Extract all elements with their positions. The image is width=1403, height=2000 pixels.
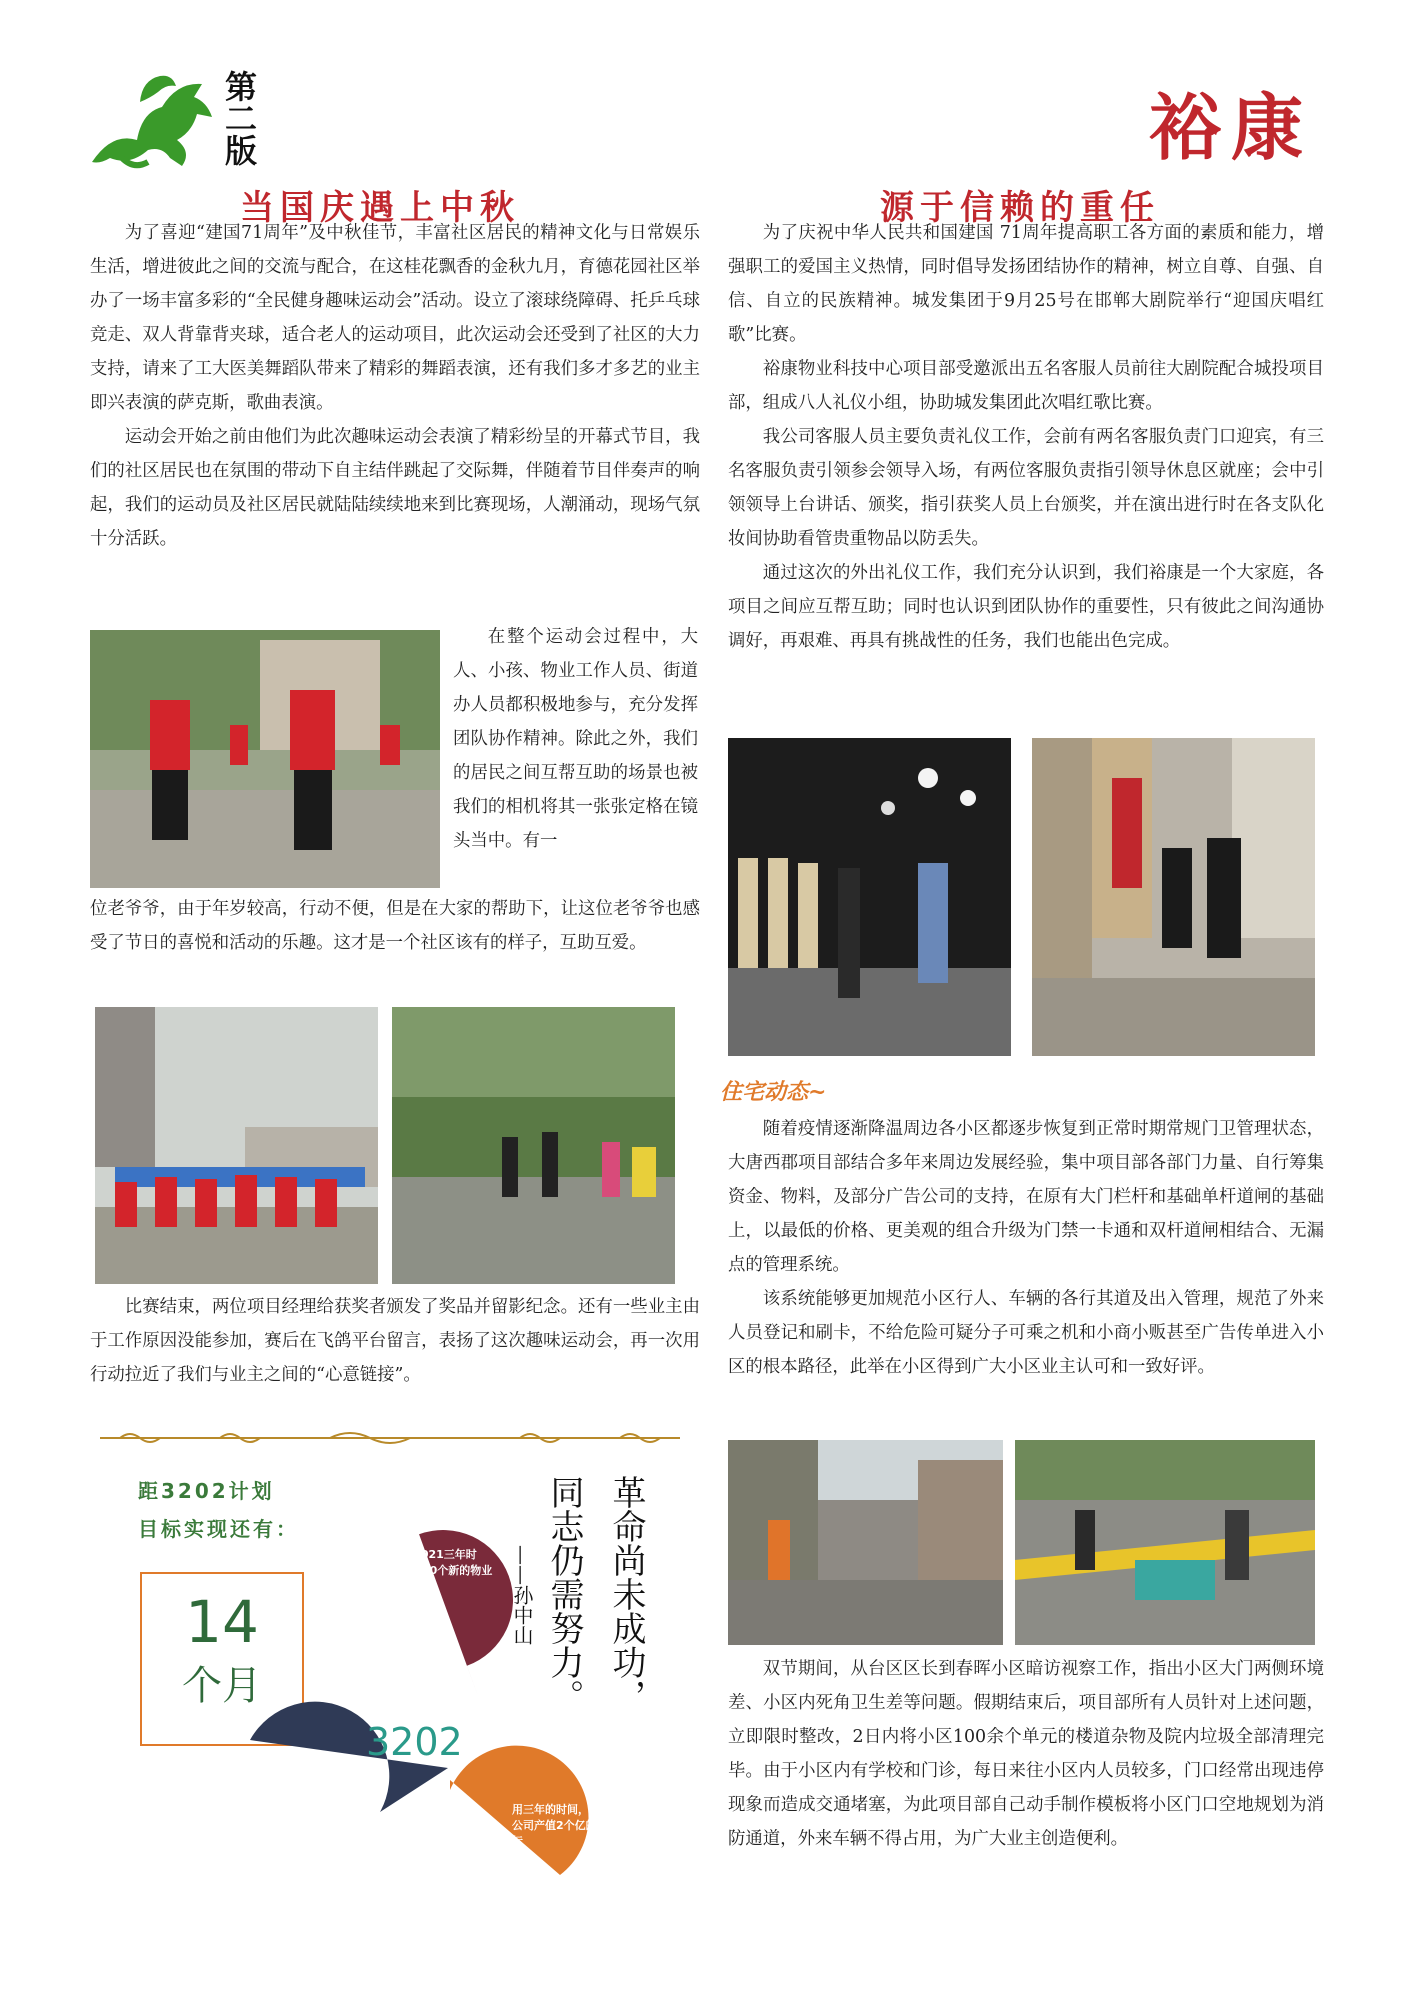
left-article-title: 当国庆遇上中秋 [240,188,520,228]
paragraph: 通过这次的外出礼仪工作，我们充分认识到，我们裕康是一个大家庭，各项目之间应互帮互助；同时也认识到团队协作的重要性，只有彼此之间沟通协调好，再艰难、再具有挑战性的任务，我们也能出色完成。 [728,563,1324,651]
plan-unit: 个月 [182,1663,262,1709]
paragraph: 在整个运动会过程中，大人、小孩、物业工作人员、街道办人员都积极地参与，充分发挥团队协作精神。除此之外，我们的居民之间互帮互助的场景也被我们的相机将其一张张定格在镜头当中。有一 [453,627,698,851]
plan-count: 14 [185,1588,259,1656]
quote-author: ——孙中山 [510,1545,534,1645]
paragraph: 运动会开始之前由他们为此次趣味运动会表演了精彩纷呈的开幕式节目，我们的社区居民也在氛围的带动下自主结伴跳起了交际舞，伴随着节目伴奏声的响起，我们的运动员及社区居民就陆陆续续地来到比赛现场，人潮涌动，现场气氛十分活跃。 [90,427,700,549]
section-title-residential: 住宅动态~ [720,1079,827,1105]
quote-col-2: 同志仍需努力。 [544,1475,584,1713]
plan-pin-1-text: 2019-2021三年时间，签约20个新的物业服务项目 [378,1548,493,1593]
paragraph: 双节期间，从台区区长到春晖小区暗访视察工作，指出小区大门两侧环境差、小区内死角卫生差等问题。假期结束后，项目部所有人员针对上述问题，立即限时整改，2日内将小区100余个单元的楼道杂物及院内垃圾全部清理完毕。由于小区内有学校和门诊，每日来往小区内人员较多，门口经常出现违停现象而造成交通堵塞，为此项目部自己动手制作模板将小区门口空地规划为消防通道，外来车辆不得占用，为广大业主创造便利。 [728,1659,1324,1849]
quote-col-1: 革命尚未成功， [606,1475,646,1713]
paragraph: 随着疫情逐渐降温周边各小区都逐步恢复到正常时期常规门卫管理状态，大唐西郡项目部结合多年来周边发展经验，集中项目部各部门力量、自行筹集资金、物料，及部分广告公司的支持，在原有大门栏杆和基础单杆道闸的基础上，以最低的价格、更美观的组合升级为门禁一卡通和双杆道闸相结合、无漏点的管理系统。 [728,1119,1324,1275]
paragraph: 为了庆祝中华人民共和国建国 71周年提高职工各方面的素质和能力，增强职工的爱国主义热情，同时倡导发扬团结协作的精神，树立自尊、自强、自信、自立的民族精神。城发集团于9月25号在邯郸大剧院举行“迎国庆唱红歌”比赛。 [728,223,1324,345]
brand-title: 裕康 [1148,85,1313,170]
plan-label-line1: 距3202计划 [138,1479,275,1503]
paragraph: 为了喜迎“建国71周年”及中秋佳节，丰富社区居民的精神文化与日常娱乐生活，增进彼此之间的交流与配合，在这桂花飘香的金秋九月，育德花园社区举办了一场丰富多彩的“全民健身趣味运动会”活动。设立了滚球绕障碍、托乒乓球竞走、双人背靠背夹球，适合老人的运动项目，此次运动会还受到了社区的大力支持，请来了工大医美舞蹈队带来了精彩的舞蹈表演，还有我们多才多艺的业主即兴表演的萨克斯，歌曲表演。 [90,223,700,413]
plan-label-line2: 目标实现还有： [138,1517,299,1541]
paragraph: 比赛结束，两位项目经理给获奖者颁发了奖品并留影纪念。还有一些业主由于工作原因没能参加，赛后在飞鸽平台留言，表扬了这次趣味运动会，再一次用行动拉近了我们与业主之间的“心意链接”。 [90,1297,700,1385]
photo-gate-barrier [728,1440,1003,1645]
right-article-title: 源于信赖的重任 [880,188,1160,228]
paragraph: 位老爷爷，由于年岁较高，行动不便，但是在大家的帮助下，让这位老爷爷也感受了节日的喜悦和活动的乐趣。这才是一个社区该有的样子，互助互爱。 [90,899,700,953]
paragraph: 该系统能够更加规范小区行人、车辆的各行其道及出入管理，规范了外来人员登记和刷卡，不给危险可疑分子可乘之机和小商小贩甚至广告传单进入小区的根本路径，此举在小区得到广大小区业主认可和一致好评。 [728,1289,1324,1377]
plan-pin-3-text: 用三年的时间，实现公司产值2个亿的目标 [512,1803,611,1848]
edition-label: 第二版 [220,70,258,166]
photo-reception-staff [1032,738,1315,1056]
photo-stage-etiquette-team [728,738,1011,1056]
residential-body-bottom [728,1652,1324,1856]
plan-center-number: 3202 [366,1720,463,1764]
paragraph: 裕康物业科技中心项目部受邀派出五名客服人员前往大剧院配合城投项目部，组成八人礼仪小组，协助城发集团此次唱红歌比赛。 [728,359,1324,413]
photo-road-painting [1015,1440,1315,1645]
right-article-body [728,216,1324,658]
residential-body-top [728,1112,1324,1384]
paragraph: 我公司客服人员主要负责礼仪工作，会前有两名客服负责门口迎宾，有三名客服负责引领参会领导入场，有两位客服负责指引领导休息区就座；会中引领领导上台讲话、颁奖，指引获奖人员上台颁奖，并在演出进行时在各支队化妆间协助看管贵重物品以防丢失。 [728,427,1324,549]
plan-pin-2-text: 环卫项目继续扩大运营能力、邯郸大城区、外阜各城市公司实现产值翻番 [258,1779,357,1840]
